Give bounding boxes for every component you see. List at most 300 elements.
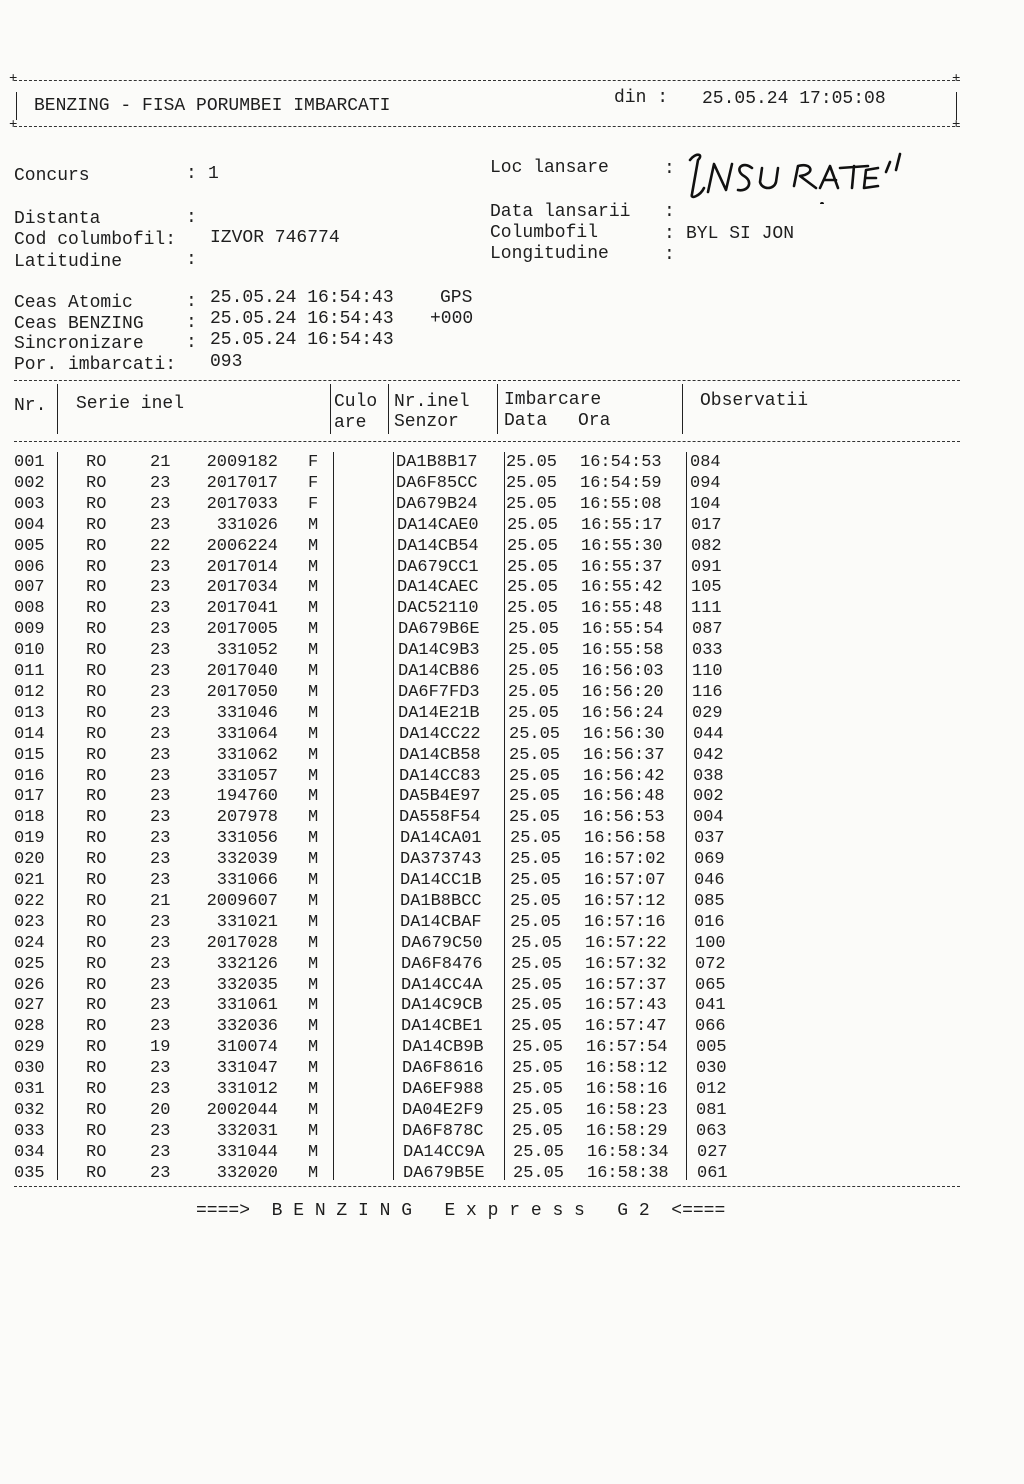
embark-date: 25.05 bbox=[511, 933, 563, 953]
row-nr: 030 bbox=[14, 1059, 45, 1079]
table-row bbox=[0, 577, 1024, 598]
observation: 105 bbox=[691, 578, 722, 598]
embark-date: 25.05 bbox=[512, 1059, 564, 1079]
embark-date: 25.05 bbox=[511, 975, 563, 995]
pigeon-sex: M bbox=[308, 829, 319, 849]
table-row bbox=[0, 1016, 1024, 1037]
row-nr: 025 bbox=[14, 954, 45, 974]
sensor-ring: DA14C9B3 bbox=[398, 641, 480, 661]
ring-number: 331012 bbox=[216, 1080, 278, 1099]
observation: 087 bbox=[692, 620, 723, 640]
ring-year: 23 bbox=[150, 641, 171, 661]
observation: 066 bbox=[695, 1017, 726, 1037]
pigeon-sex: M bbox=[308, 1017, 319, 1037]
observation: 004 bbox=[693, 808, 724, 828]
columbofil-label: Columbofil bbox=[490, 223, 599, 243]
table-row bbox=[0, 1058, 1024, 1079]
embark-date: 25.05 bbox=[506, 473, 558, 493]
row-nr: 024 bbox=[14, 933, 45, 953]
pigeon-sex: M bbox=[308, 912, 319, 932]
pigeon-sex: M bbox=[308, 662, 319, 681]
ceas-atomic-value: 25.05.24 16:54:43 bbox=[210, 288, 394, 308]
distanta-sep: : bbox=[186, 208, 197, 228]
observation: 082 bbox=[691, 536, 722, 556]
embark-time: 16:58:29 bbox=[586, 1121, 668, 1141]
sensor-ring: DA14CC22 bbox=[399, 724, 481, 744]
ring-year: 21 bbox=[150, 891, 171, 911]
pigeon-sex: M bbox=[308, 682, 319, 702]
embark-date: 25.05 bbox=[512, 1080, 564, 1099]
sensor-ring: DA6EF988 bbox=[402, 1080, 484, 1099]
ring-number: 331064 bbox=[216, 724, 278, 744]
embark-time: 16:55:54 bbox=[582, 620, 664, 640]
ring-year: 23 bbox=[150, 766, 171, 786]
header-left-bar bbox=[16, 92, 17, 120]
sensor-ring: DA14CAE0 bbox=[397, 515, 479, 535]
ring-number: 332031 bbox=[216, 1121, 278, 1141]
embark-date: 25.05 bbox=[510, 891, 562, 911]
observation: 016 bbox=[694, 912, 725, 932]
header-right-bar bbox=[956, 92, 957, 120]
ring-country: RO bbox=[86, 1100, 107, 1120]
pigeon-sex: M bbox=[308, 1038, 319, 1058]
embark-time: 16:57:12 bbox=[584, 891, 666, 911]
concurs-sep: : bbox=[186, 164, 197, 184]
observation: 027 bbox=[697, 1142, 728, 1162]
embark-time: 16:55:08 bbox=[580, 494, 662, 514]
ceas-benzing-extra: +000 bbox=[430, 309, 474, 329]
ring-number: 331062 bbox=[216, 745, 278, 765]
ring-country: RO bbox=[86, 975, 107, 995]
row-nr: 016 bbox=[14, 766, 45, 786]
ring-number: 331046 bbox=[216, 703, 278, 723]
sensor-ring: DA14E21B bbox=[398, 703, 480, 723]
sensor-ring: DA679B24 bbox=[396, 494, 478, 514]
ring-number: 2017050 bbox=[206, 682, 278, 702]
corner-mark: + bbox=[9, 117, 18, 133]
header-bottom-rule bbox=[14, 126, 960, 127]
embark-date: 25.05 bbox=[510, 829, 562, 849]
col-header-nr: Nr. bbox=[14, 396, 47, 416]
ring-country: RO bbox=[86, 891, 107, 911]
ring-year: 22 bbox=[150, 536, 171, 556]
ceas-atomic-sep: : bbox=[186, 292, 197, 312]
observation: 017 bbox=[691, 515, 722, 535]
table-row bbox=[0, 954, 1024, 975]
longitudine-sep: : bbox=[664, 245, 675, 265]
embark-time: 16:57:37 bbox=[585, 975, 667, 995]
sensor-ring: DA6F7FD3 bbox=[398, 682, 480, 702]
ceas-atomic-extra: GPS bbox=[440, 288, 473, 308]
row-nr: 035 bbox=[14, 1163, 45, 1183]
table-row bbox=[0, 1121, 1024, 1142]
table-row bbox=[0, 452, 1024, 473]
sincronizare-value: 25.05.24 16:54:43 bbox=[210, 330, 394, 350]
pigeon-sex: M bbox=[308, 1121, 319, 1141]
sensor-ring: DA14CC9A bbox=[403, 1142, 485, 1162]
observation: 061 bbox=[697, 1163, 728, 1183]
sincronizare-label: Sincronizare bbox=[14, 334, 144, 354]
ring-country: RO bbox=[86, 871, 107, 890]
embark-time: 16:55:42 bbox=[581, 578, 663, 598]
embark-time: 16:57:02 bbox=[584, 850, 666, 870]
embark-time: 16:55:58 bbox=[582, 641, 664, 661]
col-header-culoare-1: Culo bbox=[334, 392, 378, 412]
ceas-benzing-label: Ceas BENZING bbox=[14, 314, 144, 334]
loc-lansare-label: Loc lansare bbox=[490, 158, 609, 178]
print-date-label: din : bbox=[614, 88, 669, 108]
embark-date: 25.05 bbox=[511, 996, 563, 1016]
table-row bbox=[0, 828, 1024, 849]
embark-date: 25.05 bbox=[506, 453, 558, 472]
pigeon-sex: M bbox=[308, 536, 319, 556]
handwritten-location bbox=[682, 148, 912, 204]
ring-year: 23 bbox=[150, 954, 171, 974]
ring-number: 2017034 bbox=[206, 578, 278, 598]
sensor-ring: DA679B5E bbox=[403, 1163, 485, 1183]
col-divider bbox=[497, 384, 498, 434]
col-header-observatii: Observatii bbox=[700, 391, 809, 411]
embark-date: 25.05 bbox=[509, 724, 561, 744]
embark-time: 16:58:34 bbox=[587, 1142, 669, 1162]
table-row bbox=[0, 536, 1024, 557]
ring-number: 331047 bbox=[216, 1059, 278, 1079]
table-row bbox=[0, 1079, 1024, 1100]
pigeon-sex: M bbox=[308, 557, 319, 577]
pigeon-sex: M bbox=[308, 703, 319, 723]
embark-time: 16:54:59 bbox=[580, 473, 662, 493]
ring-country: RO bbox=[86, 1121, 107, 1141]
sensor-ring: DA6F85CC bbox=[396, 473, 478, 493]
ring-year: 20 bbox=[150, 1100, 171, 1120]
ring-number: 332020 bbox=[216, 1163, 278, 1183]
table-row bbox=[0, 661, 1024, 682]
ring-year: 23 bbox=[150, 620, 171, 640]
table-row bbox=[0, 598, 1024, 619]
ring-year: 23 bbox=[150, 829, 171, 849]
embark-time: 16:56:42 bbox=[583, 766, 665, 786]
ring-year: 21 bbox=[150, 453, 171, 472]
pigeon-sex: M bbox=[308, 599, 319, 619]
embark-time: 16:58:16 bbox=[586, 1080, 668, 1099]
ring-number: 332036 bbox=[216, 1017, 278, 1037]
row-nr: 012 bbox=[14, 682, 45, 702]
corner-mark: + bbox=[9, 71, 18, 87]
ring-country: RO bbox=[86, 1142, 107, 1162]
row-nr: 018 bbox=[14, 808, 45, 828]
ring-year: 23 bbox=[150, 912, 171, 932]
sensor-ring: DA679B6E bbox=[398, 620, 480, 640]
ring-country: RO bbox=[86, 745, 107, 765]
observation: 104 bbox=[690, 494, 721, 514]
ring-number: 331044 bbox=[216, 1142, 278, 1162]
table-row bbox=[0, 640, 1024, 661]
sincronizare-sep: : bbox=[186, 333, 197, 353]
ring-year: 23 bbox=[150, 1017, 171, 1037]
observation: 037 bbox=[694, 829, 725, 849]
embark-time: 16:58:12 bbox=[586, 1059, 668, 1079]
ring-year: 23 bbox=[150, 599, 171, 619]
row-nr: 005 bbox=[14, 536, 45, 556]
row-nr: 014 bbox=[14, 724, 45, 744]
sensor-ring: DA679CC1 bbox=[397, 557, 479, 577]
ring-year: 23 bbox=[150, 494, 171, 514]
embark-time: 16:56:03 bbox=[582, 662, 664, 681]
embark-time: 16:57:32 bbox=[585, 954, 667, 974]
sensor-ring: DA1B8BCC bbox=[400, 891, 482, 911]
ring-country: RO bbox=[86, 453, 107, 472]
embark-date: 25.05 bbox=[510, 912, 562, 932]
row-nr: 008 bbox=[14, 599, 45, 619]
embark-date: 25.05 bbox=[513, 1163, 565, 1183]
sensor-ring: DA6F878C bbox=[402, 1121, 484, 1141]
ring-country: RO bbox=[86, 1059, 107, 1079]
table-row bbox=[0, 975, 1024, 996]
ring-country: RO bbox=[86, 494, 107, 514]
row-nr: 022 bbox=[14, 891, 45, 911]
observation: 041 bbox=[695, 996, 726, 1016]
embark-date: 25.05 bbox=[510, 850, 562, 870]
row-nr: 004 bbox=[14, 515, 45, 535]
ring-number: 2017033 bbox=[206, 494, 278, 514]
ring-year: 23 bbox=[150, 1142, 171, 1162]
row-nr: 029 bbox=[14, 1038, 45, 1058]
page-title: BENZING - FISA PORUMBEI IMBARCATI bbox=[34, 96, 391, 116]
sensor-ring: DA679C50 bbox=[401, 933, 483, 953]
observation: 033 bbox=[692, 641, 723, 661]
embark-time: 16:56:48 bbox=[583, 787, 665, 807]
ring-year: 23 bbox=[150, 787, 171, 807]
ring-number: 310074 bbox=[216, 1038, 278, 1058]
observation: 038 bbox=[693, 766, 724, 786]
pigeon-sex: F bbox=[308, 494, 319, 514]
row-nr: 007 bbox=[14, 578, 45, 598]
ring-number: 2017017 bbox=[206, 473, 278, 493]
footer-brand: ====> B E N Z I N G E x p r e s s G 2 <==== bbox=[196, 1201, 726, 1221]
row-nr: 003 bbox=[14, 494, 45, 514]
pigeon-sex: M bbox=[308, 787, 319, 807]
ring-country: RO bbox=[86, 620, 107, 640]
cod-columbofil-label: Cod columbofil: bbox=[14, 230, 177, 250]
row-nr: 002 bbox=[14, 473, 45, 493]
concurs-label: Concurs bbox=[14, 166, 90, 186]
pigeon-sex: F bbox=[308, 473, 319, 493]
ring-country: RO bbox=[86, 787, 107, 807]
ring-country: RO bbox=[86, 954, 107, 974]
ring-year: 23 bbox=[150, 871, 171, 890]
por-imbarcati-label: Por. imbarcati: bbox=[14, 355, 177, 375]
embark-date: 25.05 bbox=[513, 1142, 565, 1162]
embark-time: 16:58:38 bbox=[587, 1163, 669, 1183]
sensor-ring: DA14C9CB bbox=[401, 996, 483, 1016]
col-header-culoare-2: are bbox=[334, 413, 367, 433]
sensor-ring: DA14CAEC bbox=[397, 578, 479, 598]
embark-date: 25.05 bbox=[512, 1100, 564, 1120]
row-nr: 028 bbox=[14, 1017, 45, 1037]
ring-country: RO bbox=[86, 557, 107, 577]
observation: 110 bbox=[692, 662, 723, 681]
pigeon-sex: M bbox=[308, 724, 319, 744]
corner-mark: + bbox=[952, 117, 961, 133]
table-row bbox=[0, 473, 1024, 494]
observation: 100 bbox=[695, 933, 726, 953]
observation: 084 bbox=[690, 453, 721, 472]
table-row bbox=[0, 807, 1024, 828]
row-nr: 015 bbox=[14, 745, 45, 765]
table-bottom-rule bbox=[14, 1186, 960, 1187]
embark-date: 25.05 bbox=[508, 662, 560, 681]
ring-number: 331026 bbox=[216, 515, 278, 535]
sensor-ring: DA1B8B17 bbox=[396, 453, 478, 472]
col-header-data: Data bbox=[504, 411, 548, 431]
embark-time: 16:56:24 bbox=[582, 703, 664, 723]
ring-country: RO bbox=[86, 662, 107, 681]
col-header-ora: Ora bbox=[578, 411, 611, 431]
sensor-ring: DA14CB54 bbox=[397, 536, 479, 556]
pigeon-sex: M bbox=[308, 1142, 319, 1162]
ring-year: 23 bbox=[150, 745, 171, 765]
embark-date: 25.05 bbox=[509, 787, 561, 807]
ring-number: 332126 bbox=[216, 954, 278, 974]
ring-country: RO bbox=[86, 641, 107, 661]
pigeon-sex: M bbox=[308, 996, 319, 1016]
table-row bbox=[0, 849, 1024, 870]
ring-number: 331021 bbox=[216, 912, 278, 932]
ring-year: 23 bbox=[150, 996, 171, 1016]
row-nr: 033 bbox=[14, 1121, 45, 1141]
col-header-imbarcare: Imbarcare bbox=[504, 390, 602, 410]
pigeon-sex: M bbox=[308, 850, 319, 870]
embark-time: 16:54:53 bbox=[580, 453, 662, 472]
columbofil-value: BYL SI JON bbox=[686, 224, 795, 244]
ring-country: RO bbox=[86, 1017, 107, 1037]
embark-time: 16:55:48 bbox=[581, 599, 663, 619]
sensor-ring: DA14CA01 bbox=[400, 829, 482, 849]
observation: 091 bbox=[691, 557, 722, 577]
ring-country: RO bbox=[86, 808, 107, 828]
row-nr: 031 bbox=[14, 1080, 45, 1099]
observation: 042 bbox=[693, 745, 724, 765]
ring-number: 2017005 bbox=[206, 620, 278, 640]
ring-year: 23 bbox=[150, 975, 171, 995]
ring-year: 23 bbox=[150, 473, 171, 493]
header-top-rule bbox=[14, 80, 960, 81]
longitudine-label: Longitudine bbox=[490, 244, 609, 264]
embark-date: 25.05 bbox=[507, 557, 559, 577]
concurs-value: 1 bbox=[208, 164, 219, 184]
embark-time: 16:57:47 bbox=[585, 1017, 667, 1037]
ring-country: RO bbox=[86, 996, 107, 1016]
embark-time: 16:56:58 bbox=[584, 829, 666, 849]
sensor-ring: DA6F8616 bbox=[402, 1059, 484, 1079]
table-row bbox=[0, 745, 1024, 766]
ring-year: 23 bbox=[150, 933, 171, 953]
col-divider bbox=[330, 384, 331, 434]
pigeon-sex: M bbox=[308, 933, 319, 953]
embark-date: 25.05 bbox=[510, 871, 562, 890]
ring-year: 23 bbox=[150, 724, 171, 744]
pigeon-sex: M bbox=[308, 515, 319, 535]
table-top-rule bbox=[14, 380, 960, 381]
observation: 046 bbox=[694, 871, 725, 890]
pigeon-sex: M bbox=[308, 871, 319, 890]
ring-country: RO bbox=[86, 850, 107, 870]
ring-number: 2017028 bbox=[206, 933, 278, 953]
table-row bbox=[0, 891, 1024, 912]
ring-number: 331066 bbox=[216, 871, 278, 890]
pigeon-sex: M bbox=[308, 1059, 319, 1079]
cod-columbofil-value: IZVOR 746774 bbox=[210, 228, 340, 248]
observation: 116 bbox=[692, 682, 723, 702]
table-row bbox=[0, 766, 1024, 787]
sensor-ring: DA14CBE1 bbox=[401, 1017, 483, 1037]
row-nr: 011 bbox=[14, 662, 45, 681]
ring-number: 2006224 bbox=[206, 536, 278, 556]
observation: 072 bbox=[695, 954, 726, 974]
embark-date: 25.05 bbox=[509, 766, 561, 786]
table-row bbox=[0, 703, 1024, 724]
embark-date: 25.05 bbox=[511, 1017, 563, 1037]
ring-number: 331052 bbox=[216, 641, 278, 661]
table-row bbox=[0, 619, 1024, 640]
row-nr: 027 bbox=[14, 996, 45, 1016]
embark-time: 16:55:30 bbox=[581, 536, 663, 556]
table-row bbox=[0, 515, 1024, 536]
ring-year: 23 bbox=[150, 557, 171, 577]
embark-date: 25.05 bbox=[507, 536, 559, 556]
observation: 063 bbox=[696, 1121, 727, 1141]
embark-time: 16:56:53 bbox=[583, 808, 665, 828]
ring-year: 23 bbox=[150, 703, 171, 723]
ring-number: 207978 bbox=[216, 808, 278, 828]
table-row bbox=[0, 1142, 1024, 1163]
ring-country: RO bbox=[86, 724, 107, 744]
latitudine-sep: : bbox=[186, 250, 197, 270]
embark-time: 16:56:20 bbox=[582, 682, 664, 702]
ring-country: RO bbox=[86, 829, 107, 849]
ring-country: RO bbox=[86, 473, 107, 493]
ring-country: RO bbox=[86, 703, 107, 723]
embark-date: 25.05 bbox=[508, 682, 560, 702]
table-row bbox=[0, 933, 1024, 954]
embark-time: 16:58:23 bbox=[586, 1100, 668, 1120]
sensor-ring: DA14CB9B bbox=[402, 1038, 484, 1058]
pigeon-sex: M bbox=[308, 1080, 319, 1099]
embark-date: 25.05 bbox=[508, 703, 560, 723]
row-nr: 001 bbox=[14, 453, 45, 472]
row-nr: 013 bbox=[14, 703, 45, 723]
ring-year: 23 bbox=[150, 1080, 171, 1099]
embark-time: 16:57:54 bbox=[586, 1038, 668, 1058]
ring-number: 331057 bbox=[216, 766, 278, 786]
embark-date: 25.05 bbox=[506, 494, 558, 514]
observation: 030 bbox=[696, 1059, 727, 1079]
ring-year: 23 bbox=[150, 1059, 171, 1079]
col-divider bbox=[388, 384, 389, 434]
ring-number: 2017041 bbox=[206, 599, 278, 619]
embark-time: 16:55:17 bbox=[581, 515, 663, 535]
data-lansarii-sep: : bbox=[664, 202, 675, 222]
table-row bbox=[0, 557, 1024, 578]
observation: 005 bbox=[696, 1038, 727, 1058]
embark-time: 16:57:07 bbox=[584, 871, 666, 890]
table-row bbox=[0, 494, 1024, 515]
sensor-ring: DAC52110 bbox=[397, 599, 479, 619]
embark-time: 16:56:37 bbox=[583, 745, 665, 765]
ceas-benzing-value: 25.05.24 16:54:43 bbox=[210, 309, 394, 329]
ring-year: 23 bbox=[150, 682, 171, 702]
corner-mark: + bbox=[952, 71, 961, 87]
